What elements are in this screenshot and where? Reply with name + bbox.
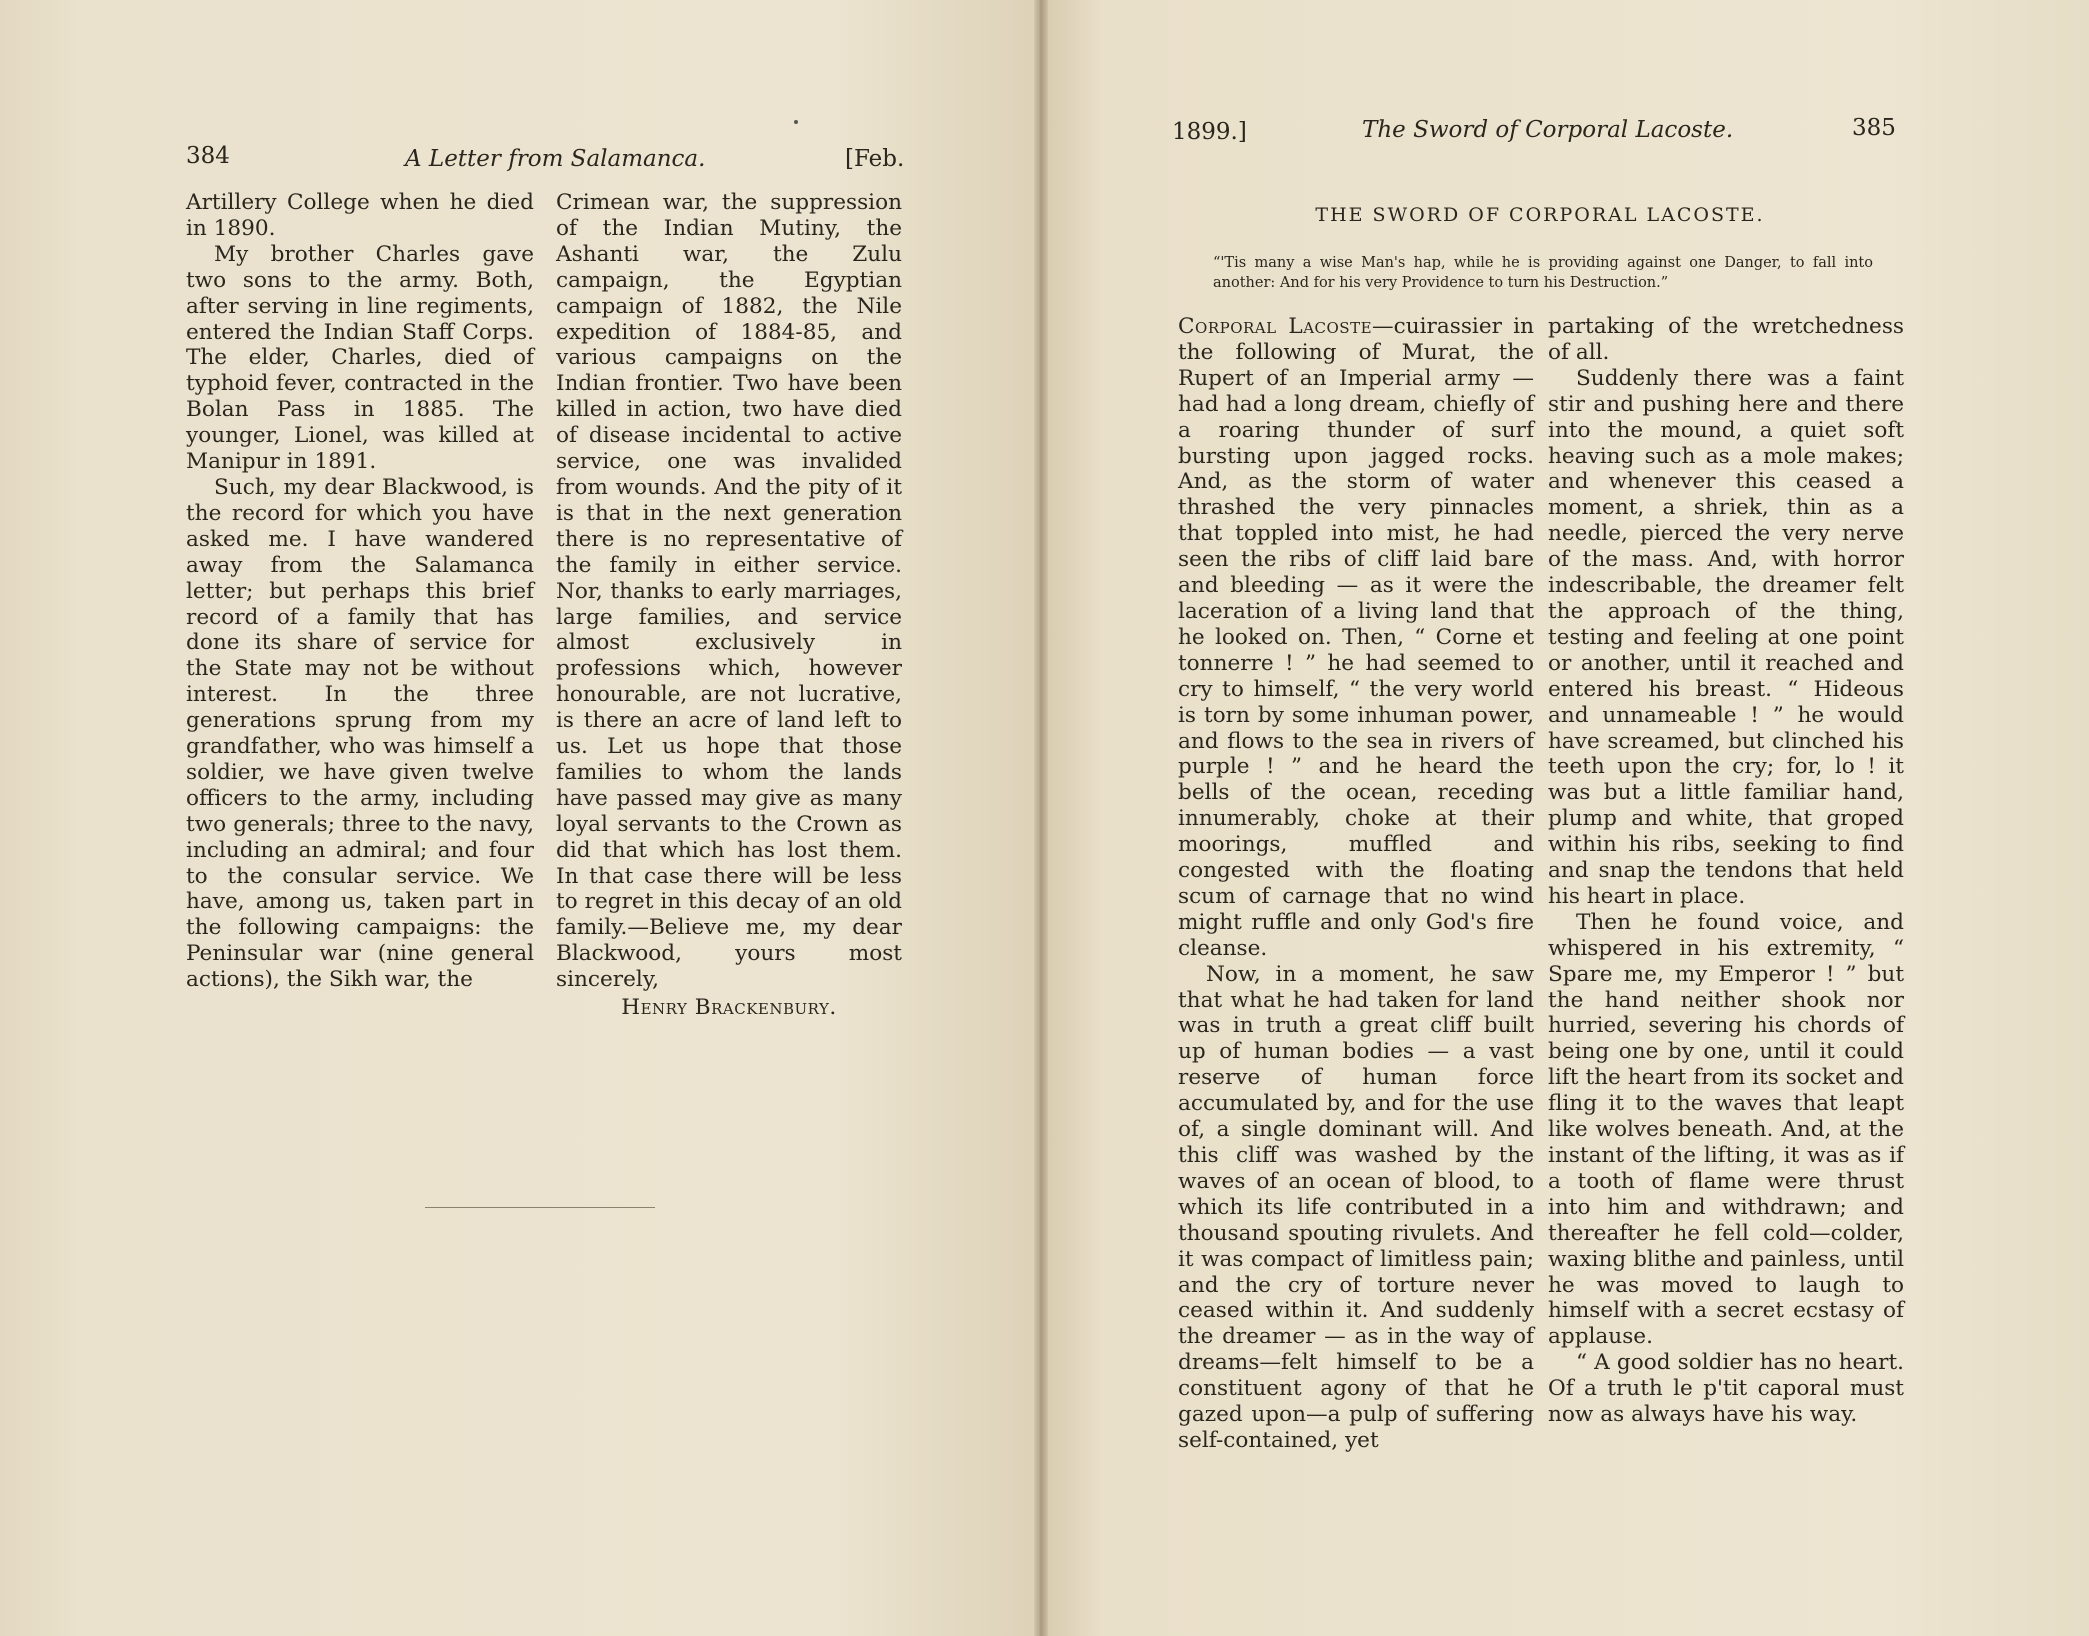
epigraph: “'Tis many a wise Man's hap, while he is providing against one Danger, to fall into another: And for his very Providence to turn his Destruction.” — [1213, 255, 1873, 291]
right-col2-para-4: “ A good soldier has no heart. Of a truth le p'tit caporal must now as always have his way. — [1548, 1350, 1904, 1428]
right-col1-para-1-text: —cuirassier in the following of Murat, the Rupert of an Imperial army —had had a long dream, chiefly of a roaring thunder of surf bursting upon jagged rocks. And, as the storm of water thrashed the very pinnacles that toppled into mist, he had seen the ribs of cliff laid bare and bleeding — as it were the laceration of a living land that he looked on. Then, “ Corne et tonnerre ! ” he had seemed to cry to himself, “ the very world is torn by some inhuman power, and flows to the sea in rivers of purple ! ” and he heard the bells of the ocean, receding innumerably, choke at their moorings, muffled and congested with the floating scum of carnage that no wind might ruffle and only God's fire cleanse. — [1178, 314, 1534, 961]
right-col2-para-3: Then he found voice, and whispered in his extremity, “ Spare me, my Emperor ! ” but the hand neither shook nor hurried, severing his chords of being one by one, until it could lift the heart from its socket and fling it to the waves that leapt like wolves beneath. And, at the instant of the lifting, it was as if a tooth of flame were thrust into him and withdrawn; and thereafter he fell cold—colder, waxing blithe and painless, until he was moved to laugh to himself with a secret ecstasy of applause. — [1548, 909, 1904, 1350]
right-column-1 — [1178, 314, 1534, 1454]
left-page-number: 384 — [186, 143, 230, 169]
left-col1-para-2: My brother Charles gave two sons to the army. Both, after serving in line regiments, entered the Indian Staff Corps. The elder, Charles, died of typhoid fever, contracted in the Bolan Pass in 1885. The younger, Lionel, was killed at Manipur in 1891. — [186, 241, 534, 475]
left-col1-para-3: Such, my dear Blackwood, is the record for which you have asked me. I have wandered away from the Salamanca letter; but perhaps this brief record of a family that has done its share of service for the State may not be without interest. In the three generations sprung from my grandfather, who was himself a soldier, we have given twelve officers to the army, including two generals; three to the navy, including an admiral; and four to the consular service. We have, among us, taken part in the following campaigns: the Peninsular war (nine general actions), the Sikh war, the — [186, 474, 534, 993]
article-title: THE SWORD OF CORPORAL LACOSTE. — [1315, 204, 1765, 226]
left-column-1 — [186, 190, 534, 993]
left-running-date: [Feb. — [845, 146, 905, 172]
right-col1-para-2: Now, in a moment, he saw that what he had taken for land was in truth a great cliff built up of human bodies — a vast reserve of human force accumulated by, and for the use of, a single dominant will. And this cliff was washed by the waves of an ocean of blood, to which its life contributed in a thousand spouting rivulets. And it was compact of limitless pain; and the cry of torture never ceased within it. And suddenly the dreamer — as in the way of dreams—felt himself to be a constituent agony of that he gazed upon—a pulp of suffering self-contained, yet — [1178, 961, 1534, 1453]
right-col1-para-1 — [1178, 314, 1534, 962]
left-column-2 — [556, 190, 902, 1021]
left-col2-para-1: Crimean war, the suppression of the Indian Mutiny, the Ashanti war, the Zulu campaign, the Egyptian campaign of 1882, the Nile expedition of 1884-85, and various campaigns on the Indian frontier. Two have been killed in action, two have died of disease incidental to active service, one was invalided from wounds. And the pity of it is that in the next generation there is no representative of the family in either service. Nor, thanks to early marriages, large families, and service almost exclusively in professions which, however honourable, are not lucrative, is there an acre of land left to us. Let us hope that those families to whom the lands have passed may give as many loyal servants to the Crown as did that which has lost them. In that case there will be less to regret in this decay of an old family.—Believe me, my dear Blackwood, yours most sincerely, — [556, 190, 902, 993]
signature: Henry Brackenbury. — [621, 995, 837, 1021]
right-column-2 — [1548, 314, 1904, 1428]
right-col2-para-2: Suddenly there was a faint stir and pushing here and there into the mound, a quiet soft heaving such as a mole makes; and whenever this ceased a moment, a shriek, thin as a needle, pierced the very nerve of the mass. And, with horror indescribable, the dreamer felt the approach of the thing, testing and feeling at one point or another, until it reached and entered his breast. “ Hideous and unnameable ! ” he would have screamed, but clinched his teeth upon the cry; for, lo ! it was but a little familiar hand, plump and white, that groped within his ribs, seeking to find and snap the tendons that held his heart in place. — [1548, 365, 1904, 909]
left-col1-para-1: Artillery College when he died in 1890. — [186, 190, 534, 241]
left-running-title: A Letter from Salamanca. — [405, 146, 706, 172]
ink-speck — [794, 120, 798, 124]
book-gutter — [1034, 0, 1048, 1636]
right-running-date: 1899.] — [1172, 119, 1247, 145]
section-rule — [425, 1207, 655, 1208]
right-page-number: 385 — [1852, 115, 1896, 141]
right-running-title: The Sword of Corporal Lacoste. — [1362, 117, 1734, 143]
article-lead-in: Corporal Lacoste — [1178, 314, 1373, 339]
right-col2-para-1: partaking of the wretchedness of all. — [1548, 314, 1904, 365]
